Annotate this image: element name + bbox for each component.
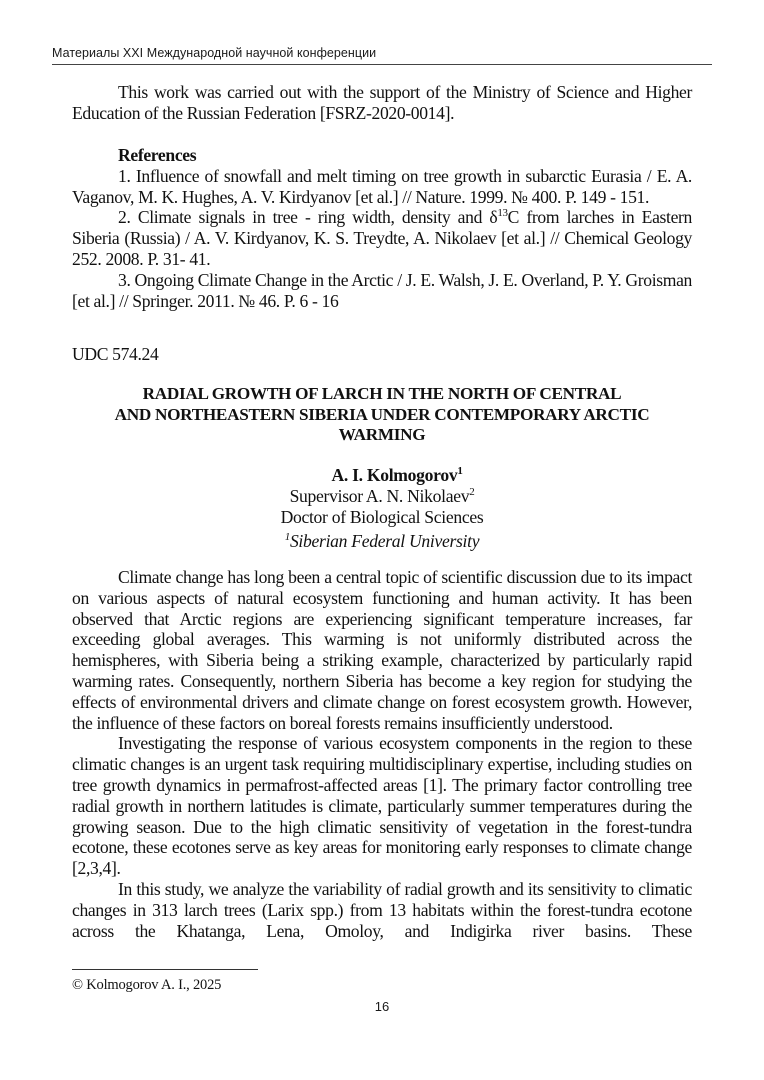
title-line: AND NORTHEASTERN SIBERIA UNDER CONTEMPORARY ARCTIC <box>114 404 650 424</box>
author-block <box>72 465 692 552</box>
reference-item <box>72 207 692 269</box>
affiliation <box>72 531 692 552</box>
acknowledgment-block <box>72 82 692 124</box>
body-paragraph: In this study, we analyze the variability of radial growth and its sensitivity to climatic changes in 313 larch trees (Larix spp.) from 13 habitats within the forest-tundra ecotone across the Khatanga, Lena, Omoloy, and Indigirka river basins. These <box>72 878 692 941</box>
reference-superscript: 13 <box>497 207 508 220</box>
supervisor-superscript: 2 <box>469 486 475 499</box>
affiliation-name: Siberian Federal University <box>289 531 480 551</box>
footnote-rule <box>72 969 258 970</box>
supervisor <box>72 486 692 507</box>
reference-text-after: C from larches in Eastern Siberia (Russia) / A. V. Kirdyanov, K. S. Treydte, A. Nikolaev [et al.] // Chemical Geology 252. 2008. P. 31- 41. <box>72 207 692 269</box>
supervisor-name: Supervisor A. N. Nikolaev <box>289 486 470 506</box>
title-line: WARMING <box>338 425 426 445</box>
page-number: 16 <box>374 999 390 1014</box>
author-name <box>72 465 692 486</box>
header-rule <box>52 64 712 65</box>
title-line: RADIAL GROWTH OF LARCH IN THE NORTH OF CENTRAL <box>142 384 622 403</box>
references-section <box>72 145 692 311</box>
reference-item: 1. Influence of snowfall and melt timing on tree growth in subarctic Eurasia / E. A. Vaganov, M. K. Hughes, A. V. Kirdyanov [et al.] // Nature. 1999. № 400. P. 149 - 151. <box>72 165 692 207</box>
author-name-text: A. I. Kolmogorov <box>331 465 458 485</box>
reference-text-before: 2. Climate signals in tree - ring width, density and δ <box>118 207 498 228</box>
article-title <box>72 384 692 446</box>
udc-code: UDC 574.24 <box>72 344 159 364</box>
body-paragraph: Climate change has long been a central topic of scientific discussion due to its impact on various aspects of natural ecosystem functioning and human activity. It has been observed that Arctic regions are experiencing significant temperature increases, far exceeding global averages. This warming is not uniformly distributed across the hemispheres, with Siberia being a striking example, characterized by particularly rapid warming rates. Consequently, northern Siberia has become a key region for studying the effects of environmental drivers and climate change on forest ecosystem growth. However, the influence of these factors on boreal forests remains insufficiently understood. <box>72 567 692 733</box>
supervisor-degree: Doctor of Biological Sciences <box>280 507 484 527</box>
references-heading: References <box>118 145 197 165</box>
running-header: Материалы XXI Международной научной конференции <box>52 46 377 60</box>
article-body <box>72 567 692 941</box>
author-superscript: 1 <box>457 465 463 478</box>
body-paragraph: Investigating the response of various ecosystem components in the region to these climatic changes is an urgent task requiring multidisciplinary expertise, including studies on tree growth dynamics in permafrost-affected areas [1]. The primary factor controlling tree radial growth in northern latitudes is climate, particularly summer temperatures during the growing season. Due to the high climatic sensitivity of vegetation in the forest-tundra ecotone, these ecotones serve as key areas for monitoring early responses to climate change [2,3,4]. <box>72 733 692 879</box>
acknowledgment-paragraph: This work was carried out with the support of the Ministry of Science and Higher Education of the Russian Federation [FSRZ-2020-0014]. <box>72 82 692 123</box>
reference-item: 3. Ongoing Climate Change in the Arctic / J. E. Walsh, J. E. Overland, P. Y. Groisman [et al.] // Springer. 2011. № 46. P. 6 - 16 <box>72 269 692 311</box>
copyright-footnote: © Kolmogorov A. I., 2025 <box>72 977 222 993</box>
affiliation-superscript: 1 <box>284 531 290 544</box>
